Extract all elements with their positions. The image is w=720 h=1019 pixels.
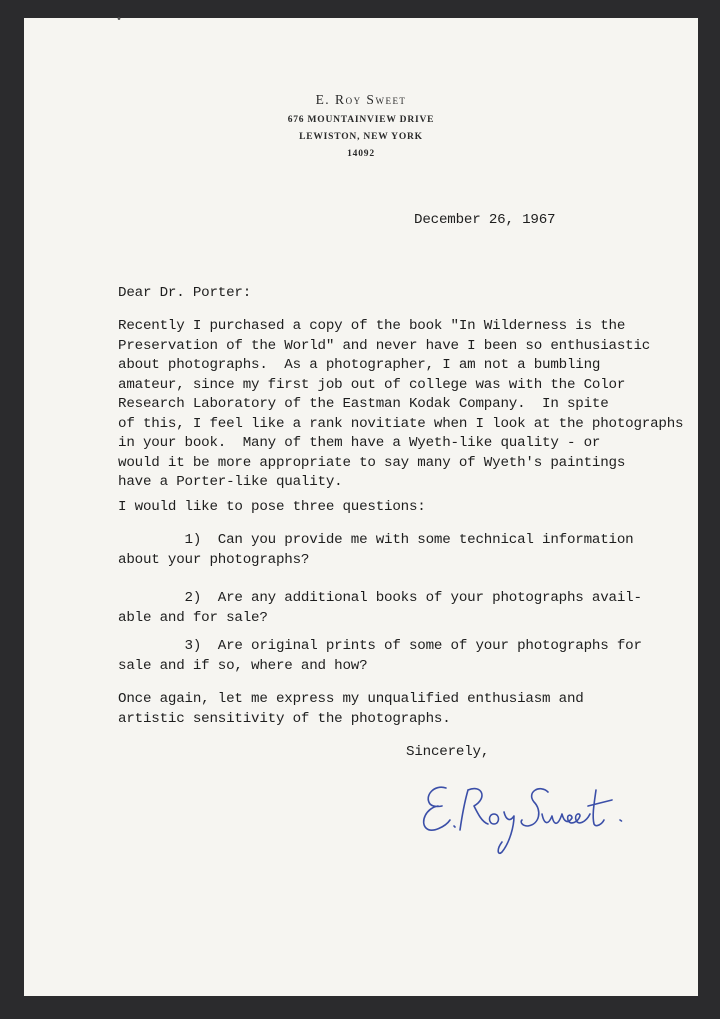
question-2: 2) Are any additional books of your photographs avail- able and for sale? bbox=[118, 590, 642, 626]
letter-page bbox=[24, 15, 698, 996]
paragraph-intro: Recently I purchased a copy of the book "In Wilderness is the Preservation of the World" and never have I been so enthusiastic about photographs. As a photographer, I am not a bumbling amateur, since my first job out of college was with the Color Research Laboratory of the Eastman Kodak Company. In spite of this, I feel like a rank novitiate when I look at the photographs in your book. Many of them have a Wyeth-like quality - or would it be more appropriate to say many of Wyeth's paintings have a Porter-like quality. bbox=[118, 318, 684, 490]
letterhead-street: 676 MOUNTAINVIEW DRIVE bbox=[287, 115, 435, 125]
closing: Sincerely, bbox=[406, 744, 490, 760]
question-1: 1) Can you provide me with some technical information about your photographs? bbox=[118, 532, 634, 568]
letterhead-zip: 14092 bbox=[347, 149, 375, 159]
salutation: Dear Dr. Porter: bbox=[118, 285, 252, 301]
handwritten-signature bbox=[416, 770, 656, 860]
paragraph-closing: Once again, let me express my unqualified enthusiasm and artistic sensitivity of the photographs. bbox=[118, 691, 584, 727]
paper-mark: • bbox=[116, 15, 123, 26]
question-3: 3) Are original prints of some of your photographs for sale and if so, where and how? bbox=[118, 638, 642, 674]
letterhead-city: LEWISTON, NEW YORK bbox=[299, 132, 423, 142]
letter-date: December 26, 1967 bbox=[414, 212, 556, 228]
letterhead-name: E. Roy Sweet bbox=[315, 92, 407, 107]
paragraph-questions-lead: I would like to pose three questions: bbox=[118, 499, 426, 515]
